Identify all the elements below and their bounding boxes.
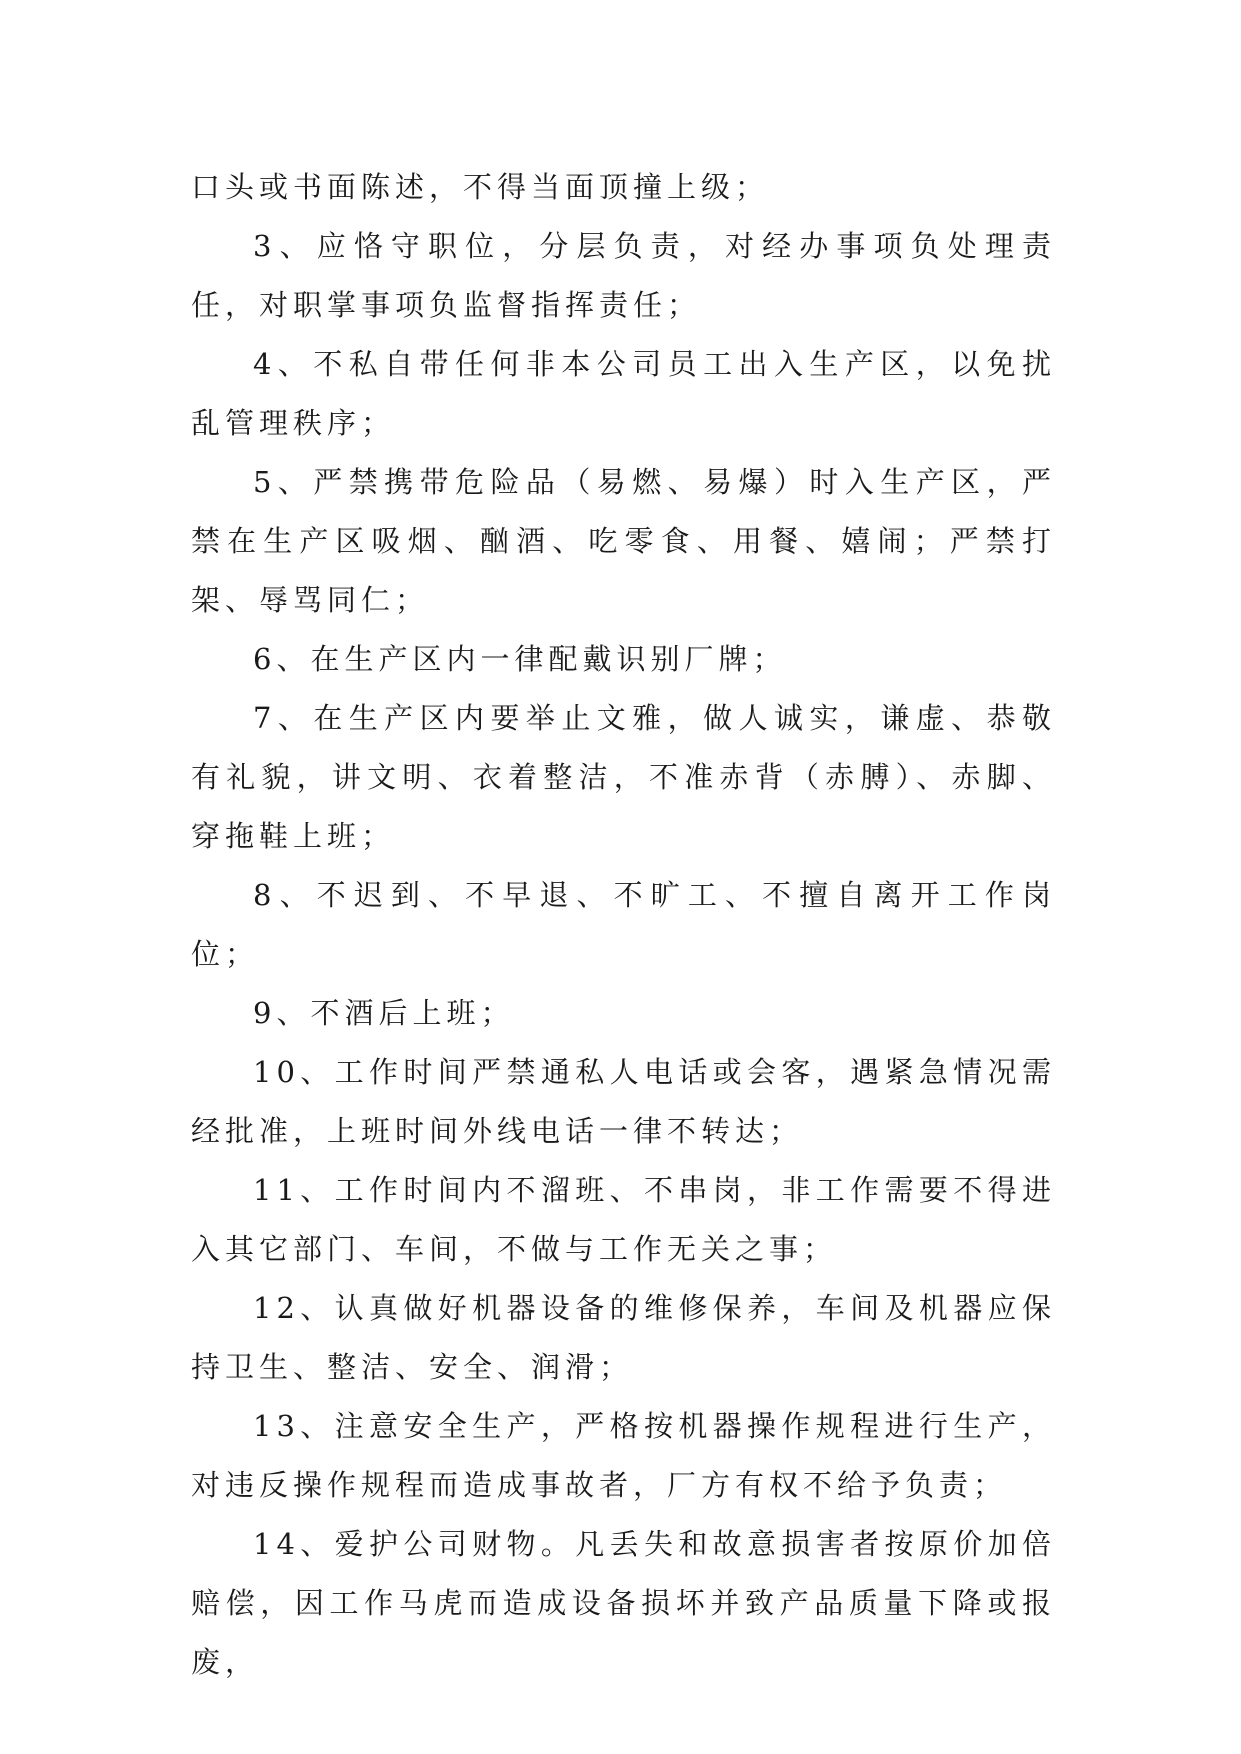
paragraph-rule-11: 11、工作时间内不溜班、不串岗，非工作需要不得进入其它部门、车间，不做与工作无关之事；: [191, 1173, 1056, 1266]
paragraph-rule-4: 4、不私自带任何非本公司员工出入生产区，以免扰乱管理秩序；: [191, 347, 1056, 440]
paragraph-rule-12: 12、认真做好机器设备的维修保养，车间及机器应保持卫生、整洁、安全、润滑；: [191, 1291, 1056, 1384]
paragraph-rule-5: 5、严禁携带危险品（易燃、易爆）时入生产区，严禁在生产区吸烟、酗酒、吃零食、用餐、嬉闹；严禁打架、辱骂同仁；: [191, 465, 1056, 617]
paragraph-rule-10: 10、工作时间严禁通私人电话或会客，遇紧急情况需经批准，上班时间外线电话一律不转达；: [191, 1055, 1056, 1148]
paragraph-rule-13: 13、注意安全生产，严格按机器操作规程进行生产，对违反操作规程而造成事故者，厂方有权不给予负责；: [191, 1409, 1056, 1502]
paragraph-rule-6: 6、在生产区内一律配戴识别厂牌；: [253, 642, 787, 676]
paragraph-rule-3: 3、应恪守职位，分层负责，对经办事项负处理责任，对职掌事项负监督指挥责任；: [191, 229, 1056, 322]
paragraph-rule-14: 14、爱护公司财物。凡丢失和故意损害者按原价加倍赔偿，因工作马虎而造成设备损坏并致产品质量下降或报废，: [191, 1527, 1056, 1679]
document-body: [191, 158, 1056, 1692]
paragraph-continuation: 口头或书面陈述，不得当面顶撞上级；: [191, 170, 770, 204]
paragraph-rule-8: 8、不迟到、不早退、不旷工、不擅自离开工作岗位；: [191, 878, 1056, 971]
paragraph-rule-7: 7、在生产区内要举止文雅，做人诚实，谦虚、恭敬有礼貌，讲文明、衣着整洁，不准赤背（赤膊）、赤脚、穿拖鞋上班；: [191, 701, 1056, 853]
paragraph-rule-9: 9、不酒后上班；: [253, 996, 515, 1030]
